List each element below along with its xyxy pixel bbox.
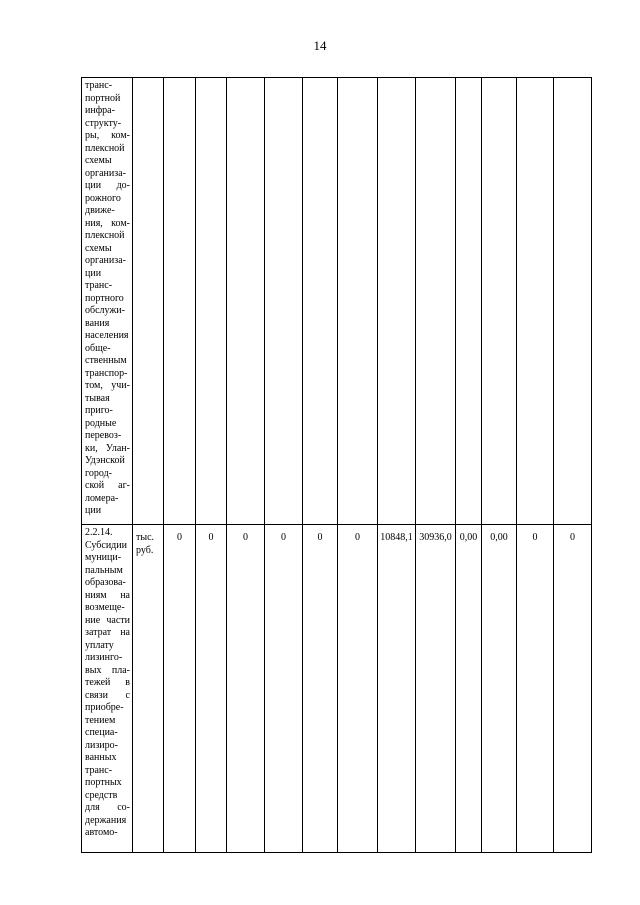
description-line: вания — [85, 317, 110, 329]
value-cell — [338, 78, 378, 525]
description-line: тежей в — [85, 677, 130, 688]
description-line: организа- — [85, 255, 126, 266]
budget-table — [81, 77, 592, 853]
description-line: перевоз- — [85, 430, 122, 441]
value-cell: 0 — [265, 525, 303, 853]
table-row — [82, 525, 592, 853]
description-line: том, учи- — [85, 380, 130, 391]
value-cell: 0,00 — [456, 525, 482, 853]
row-description — [82, 525, 133, 853]
description-line: схемы — [85, 155, 112, 166]
description-line: транс- — [85, 80, 113, 91]
description-line: средств — [85, 789, 118, 801]
description-line: ниям на — [85, 589, 130, 601]
description-line: инфра- — [85, 105, 115, 116]
description-line: муници- — [85, 552, 122, 563]
value-cell — [265, 78, 303, 525]
description-line: Удэнской — [85, 455, 125, 466]
value-cell: 0,00 — [482, 525, 517, 853]
description-line: движе- — [85, 205, 115, 216]
description-line: ры, ком- — [85, 130, 130, 141]
description-line: держания — [85, 814, 127, 826]
description-line: для со- — [85, 802, 130, 813]
value-cell — [196, 78, 227, 525]
description-line: ванных — [85, 752, 117, 763]
value-cell: 0 — [554, 525, 592, 853]
description-line: город- — [85, 467, 112, 479]
description-line: схемы — [85, 242, 112, 254]
description-line: приго- — [85, 405, 113, 416]
description-line: портных — [85, 777, 122, 788]
description-line: ции — [85, 267, 102, 279]
description-line: образова- — [85, 577, 126, 588]
value-cell — [227, 78, 265, 525]
description-line: ние части — [85, 614, 130, 626]
description-line: ской аг- — [85, 480, 130, 491]
value-cell — [378, 78, 416, 525]
description-line: лизинго- — [85, 652, 123, 663]
description-line: пальным — [85, 564, 123, 576]
value-cell — [303, 78, 338, 525]
description-line: тением — [85, 714, 116, 726]
value-cell: 30936,0 — [416, 525, 456, 853]
description-line: Субсидии — [85, 539, 127, 551]
value-cell: 0 — [338, 525, 378, 853]
value-cell: 0 — [196, 525, 227, 853]
value-cell — [416, 78, 456, 525]
description-line: связи с — [85, 689, 130, 701]
value-cell — [456, 78, 482, 525]
value-cell — [517, 78, 554, 525]
description-line: ции до- — [85, 180, 130, 191]
description-line: портного — [85, 292, 124, 304]
description-line: лизиро- — [85, 739, 118, 751]
description-line: вых пла- — [85, 664, 130, 676]
description-line: обще- — [85, 342, 111, 354]
value-cell: 0 — [517, 525, 554, 853]
description-line: ния, ком- — [85, 217, 130, 229]
description-line: транс- — [85, 764, 113, 776]
description-line: ломера- — [85, 492, 119, 504]
description-line: ции — [85, 505, 102, 516]
value-cell: 0 — [164, 525, 196, 853]
description-line: плексной — [85, 142, 125, 154]
description-line: плексной — [85, 230, 125, 241]
description-line: структу- — [85, 117, 122, 129]
description-line: автомо- — [85, 827, 118, 838]
description-line: уплату — [85, 639, 114, 651]
description-line: приобре- — [85, 702, 124, 713]
description-line: возмеще- — [85, 602, 125, 613]
description-line: ки, Улан- — [85, 442, 130, 454]
unit-cell: тыс. руб. — [133, 525, 164, 853]
description-line: портной — [85, 92, 121, 104]
description-line: родные — [85, 417, 117, 429]
value-cell — [482, 78, 517, 525]
description-line: транспор- — [85, 367, 128, 379]
description-line: рожного — [85, 192, 121, 204]
description-line: транс- — [85, 280, 113, 291]
value-cell — [554, 78, 592, 525]
page-number: 14 — [313, 38, 327, 53]
description-line: населения — [85, 330, 129, 341]
description-line: специа- — [85, 727, 118, 738]
description-line: организа- — [85, 167, 126, 179]
unit-cell — [133, 78, 164, 525]
value-cell — [164, 78, 196, 525]
description-line: тывая — [85, 392, 110, 404]
description-line: затрат на — [85, 627, 130, 638]
value-cell: 10848,1 — [378, 525, 416, 853]
value-cell: 0 — [227, 525, 265, 853]
description-line: обслужи- — [85, 305, 125, 316]
row-description — [82, 78, 133, 525]
table-row — [82, 78, 592, 525]
value-cell: 0 — [303, 525, 338, 853]
description-line: 2.2.14. — [85, 527, 113, 538]
description-line: ственным — [85, 355, 127, 366]
